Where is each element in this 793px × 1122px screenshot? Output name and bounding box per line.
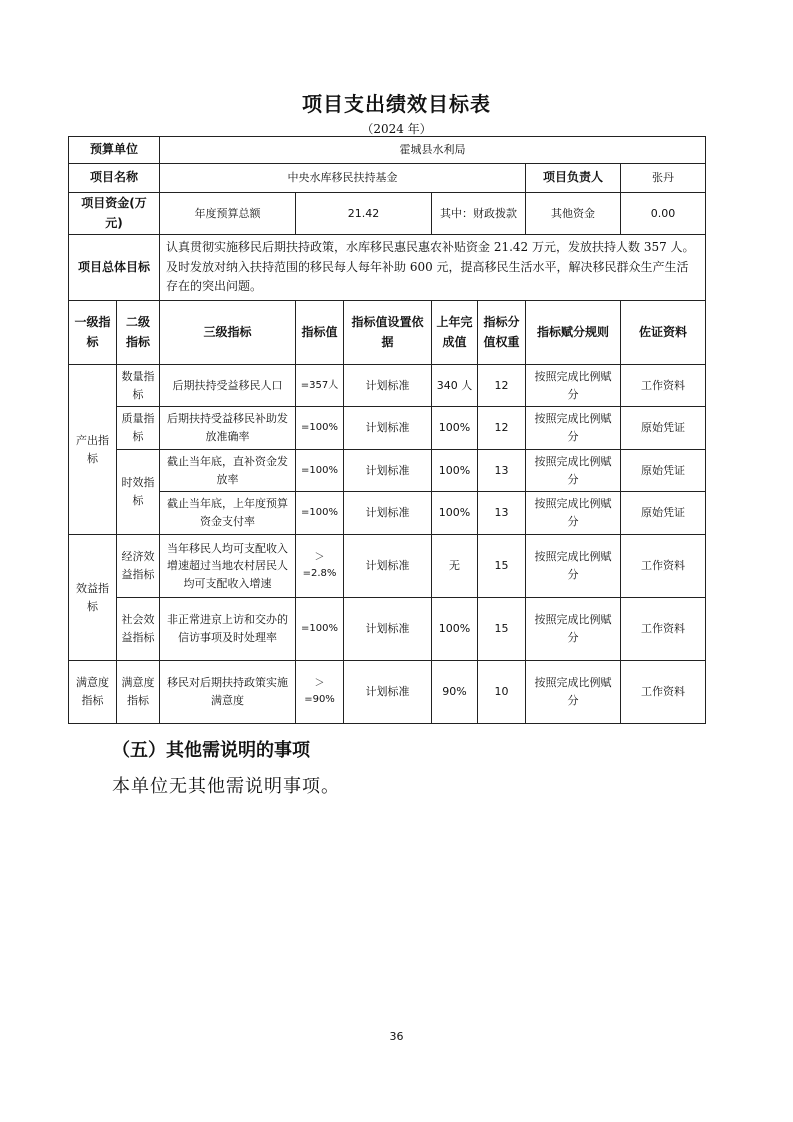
row-budget-unit (69, 137, 706, 164)
evidence: 工作资料 (621, 365, 706, 407)
third-level-indicator: 后期扶持受益移民人口 (160, 365, 296, 407)
third-level-indicator: 后期扶持受益移民补助发放准确率 (160, 407, 296, 450)
indicator-weight: 12 (478, 407, 526, 450)
project-leader-value: 张丹 (621, 164, 706, 193)
third-level-indicator: 截止当年底，直补资金发放率 (160, 450, 296, 492)
scoring-rule: 按照完成比例赋分 (526, 492, 621, 535)
fiscal-alloc-label: 其中：财政拨款 (432, 193, 526, 235)
evidence: 工作资料 (621, 535, 706, 598)
annual-budget-value: 21.42 (296, 193, 432, 235)
indicator-basis: 计划标准 (344, 407, 432, 450)
last-year-value: 无 (432, 535, 478, 598)
indicator-weight: 13 (478, 492, 526, 535)
indicator-basis: 计划标准 (344, 535, 432, 598)
scoring-rule: 按照完成比例赋分 (526, 661, 621, 724)
table-row (69, 661, 706, 724)
evidence: 原始凭证 (621, 407, 706, 450)
group-output-time: 时效指标 (117, 450, 160, 535)
evidence: 原始凭证 (621, 450, 706, 492)
third-level-indicator: 非正常进京上访和交办的信访事项及时处理率 (160, 598, 296, 661)
indicator-weight: 12 (478, 365, 526, 407)
indicator-basis: 计划标准 (344, 661, 432, 724)
indicator-value: =357人 (296, 365, 344, 407)
row-overall-goal (69, 235, 706, 301)
indicator-basis: 计划标准 (344, 492, 432, 535)
other-funds-label: 其他资金 (526, 193, 621, 235)
third-level-indicator: 截止当年底，上年度预算资金支付率 (160, 492, 296, 535)
indicator-basis: 计划标准 (344, 450, 432, 492)
header-weight: 指标分值权重 (478, 301, 526, 365)
last-year-value: 100% (432, 598, 478, 661)
budget-unit-label: 预算单位 (69, 137, 160, 164)
header-level2: 二级指标 (117, 301, 160, 365)
group-benefit: 效益指标 (69, 535, 117, 661)
group-benefit-social: 社会效益指标 (117, 598, 160, 661)
group-satisfaction-sub: 满意度指标 (117, 661, 160, 724)
last-year-value: 340 人 (432, 365, 478, 407)
indicator-value: =100% (296, 407, 344, 450)
last-year-value: 100% (432, 407, 478, 450)
indicator-value: =100% (296, 492, 344, 535)
evidence: 原始凭证 (621, 492, 706, 535)
indicator-weight: 10 (478, 661, 526, 724)
scoring-rule: 按照完成比例赋分 (526, 365, 621, 407)
last-year-value: 100% (432, 450, 478, 492)
indicator-value: ＞=2.8% (296, 535, 344, 598)
overall-goal-label: 项目总体目标 (69, 235, 160, 301)
row-project-funds (69, 193, 706, 235)
indicator-value: =100% (296, 598, 344, 661)
group-benefit-econ: 经济效益指标 (117, 535, 160, 598)
project-name-value: 中央水库移民扶持基金 (160, 164, 526, 193)
group-satisfaction: 满意度指标 (69, 661, 117, 724)
table-row (69, 598, 706, 661)
scoring-rule: 按照完成比例赋分 (526, 598, 621, 661)
table-row (69, 407, 706, 450)
group-output-quantity: 数量指标 (117, 365, 160, 407)
scoring-rule: 按照完成比例赋分 (526, 535, 621, 598)
project-name-label: 项目名称 (69, 164, 160, 193)
header-value: 指标值 (296, 301, 344, 365)
group-output: 产出指标 (69, 365, 117, 535)
project-leader-label: 项目负责人 (526, 164, 621, 193)
indicator-basis: 计划标准 (344, 598, 432, 661)
table-row (69, 450, 706, 492)
third-level-indicator: 移民对后期扶持政策实施满意度 (160, 661, 296, 724)
evidence: 工作资料 (621, 661, 706, 724)
indicator-value: ＞=90% (296, 661, 344, 724)
overall-goal-text: 认真贯彻实施移民后期扶持政策，水库移民惠民惠农补贴资金 21.42 万元，发放扶持人数 357 人。及时发放对纳入扶持范围的移民每人每年补助 600 元，提高移民生活水平，解决移民群众生产生活存在的突出问题。 (160, 235, 706, 301)
third-level-indicator: 当年移民人均可支配收入增速超过当地农村居民人均可支配收入增速 (160, 535, 296, 598)
table-row (69, 492, 706, 535)
page-number: 36 (389, 1030, 404, 1043)
indicator-value: =100% (296, 450, 344, 492)
indicator-weight: 15 (478, 535, 526, 598)
indicator-weight: 15 (478, 598, 526, 661)
year-label: （2024 年） (361, 122, 432, 136)
row-indicator-headers (69, 301, 706, 365)
evidence: 工作资料 (621, 598, 706, 661)
section-heading: （五）其他需说明的事项 (112, 740, 310, 761)
indicator-weight: 13 (478, 450, 526, 492)
project-funds-label: 项目资金(万元) (69, 193, 160, 235)
last-year-value: 100% (432, 492, 478, 535)
header-evidence: 佐证资料 (621, 301, 706, 365)
scoring-rule: 按照完成比例赋分 (526, 407, 621, 450)
scoring-rule: 按照完成比例赋分 (526, 450, 621, 492)
other-funds-value: 0.00 (621, 193, 706, 235)
table-row (69, 365, 706, 407)
last-year-value: 90% (432, 661, 478, 724)
header-level1: 一级指标 (69, 301, 117, 365)
indicator-basis: 计划标准 (344, 365, 432, 407)
header-level3: 三级指标 (160, 301, 296, 365)
header-last-year: 上年完成值 (432, 301, 478, 365)
group-output-quality: 质量指标 (117, 407, 160, 450)
row-project-name (69, 164, 706, 193)
section-body: 本单位无其他需说明事项。 (112, 776, 340, 797)
performance-target-table (68, 136, 706, 724)
budget-unit-value: 霍城县水利局 (160, 137, 706, 164)
header-rule: 指标赋分规则 (526, 301, 621, 365)
annual-budget-label: 年度预算总额 (160, 193, 296, 235)
header-basis: 指标值设置依据 (344, 301, 432, 365)
table-row (69, 535, 706, 598)
page-title: 项目支出绩效目标表 (302, 92, 491, 116)
